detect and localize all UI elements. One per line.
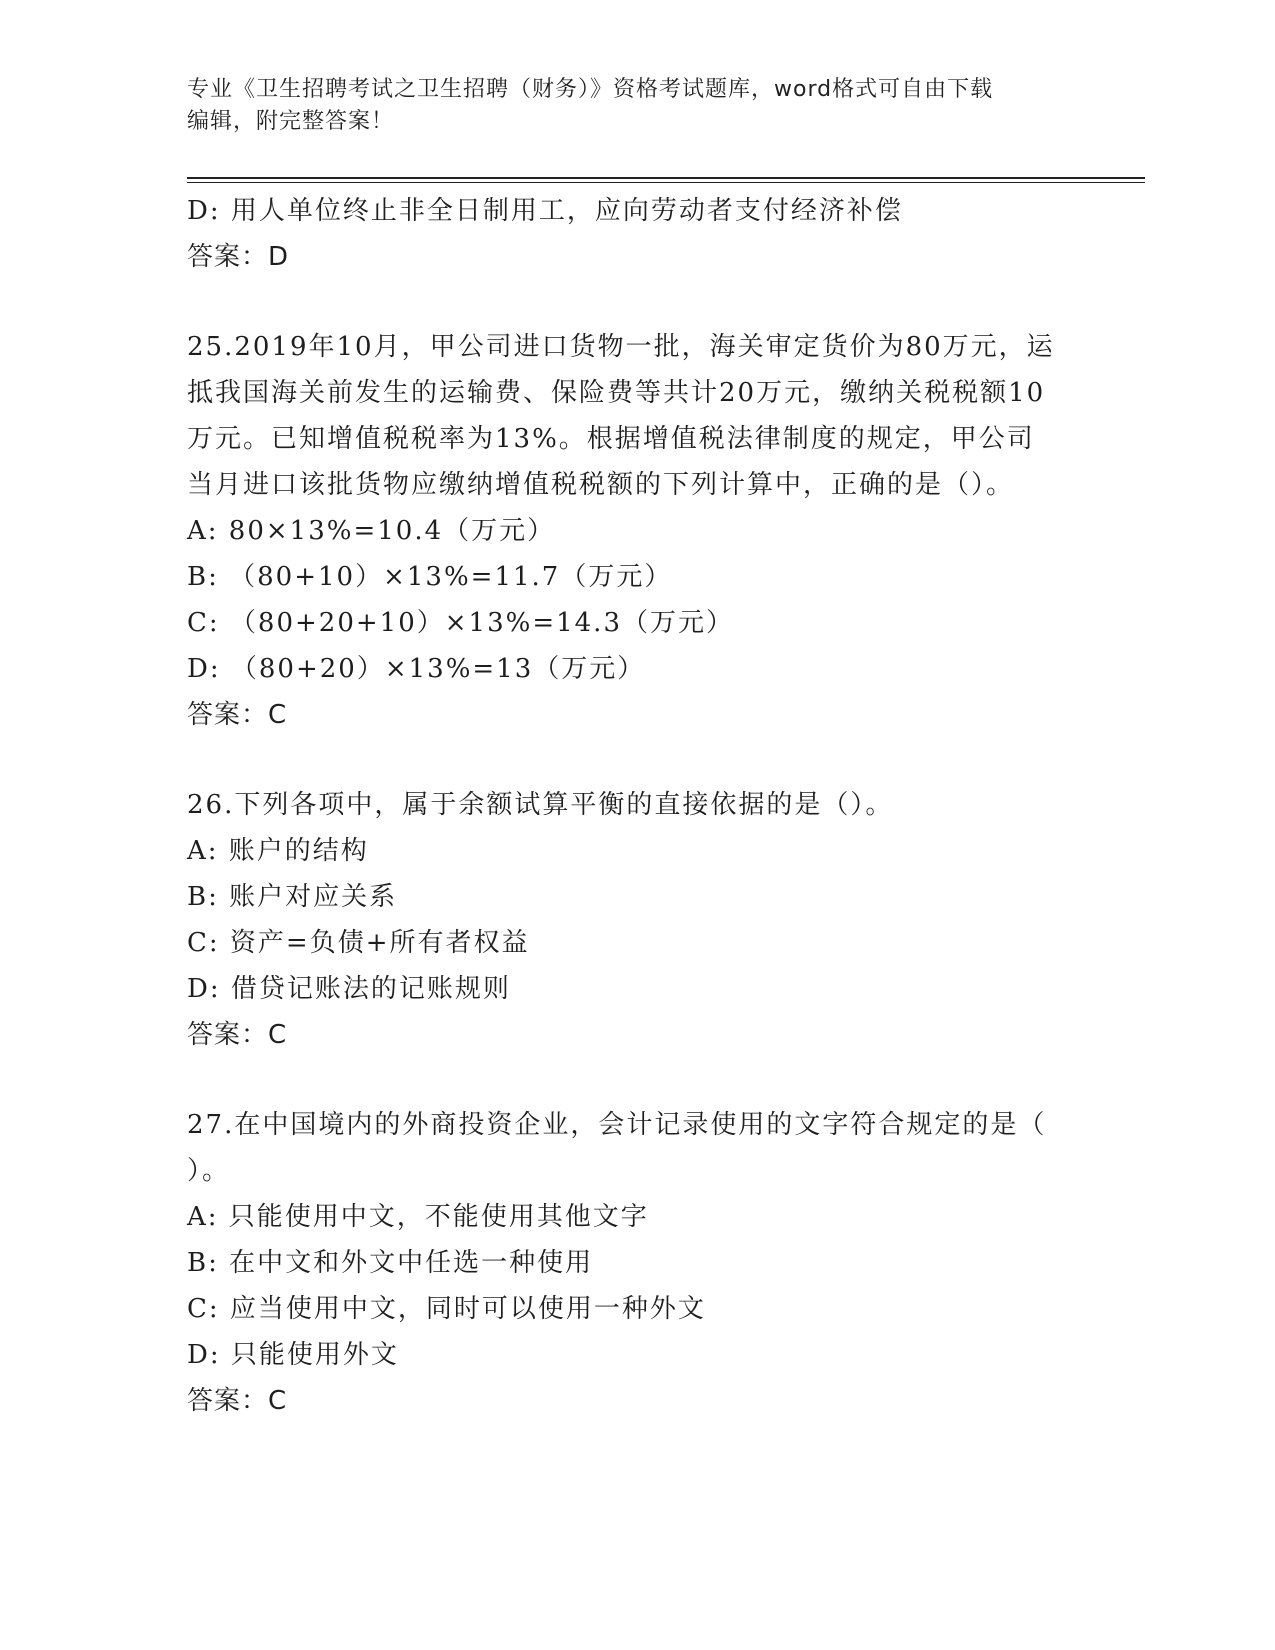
header-line-2: 编辑，附完整答案！ (187, 109, 395, 134)
option-b: B: 账户对应关系 (187, 882, 398, 912)
header-divider-thick (187, 177, 1145, 179)
option-d: D: 借贷记账法的记账规则 (187, 974, 511, 1004)
option-c: C: （80+20+10）×13%=14.3（万元） (187, 608, 734, 638)
answer-line: 答案：D (187, 242, 290, 272)
question-stem-line: 抵我国海关前发生的运输费、保险费等共计20万元，缴纳关税税额10 (187, 378, 1046, 408)
question-24-tail (187, 188, 1087, 280)
option-c: C: 应当使用中文，同时可以使用一种外文 (187, 1294, 706, 1324)
option-d: D: 用人单位终止非全日制用工，应向劳动者支付经济补偿 (187, 196, 903, 226)
header-line-1: 专业《卫生招聘考试之卫生招聘（财务）》资格考试题库，word格式可自由下载 (187, 77, 994, 102)
header-divider-thin (187, 182, 1145, 183)
answer-line: 答案：C (187, 1386, 288, 1416)
option-c: C: 资产=负债+所有者权益 (187, 928, 530, 958)
option-b: B: （80+10）×13%=11.7（万元） (187, 562, 673, 592)
option-a: A: 账户的结构 (187, 836, 369, 866)
question-stem-line: 当月进口该批货物应缴纳增值税税额的下列计算中，正确的是（）。 (187, 470, 1015, 500)
question-stem-line: 27.在中国境内的外商投资企业，会计记录使用的文字符合规定的是（ (187, 1110, 1047, 1140)
spacer (187, 738, 1087, 782)
question-27 (187, 1102, 1087, 1424)
option-b: B: 在中文和外文中任选一种使用 (187, 1248, 594, 1278)
question-25 (187, 324, 1087, 738)
question-stem-line: 26.下列各项中，属于余额试算平衡的直接依据的是（）。 (187, 790, 894, 820)
question-stem-line: 万元。已知增值税税率为13%。根据增值税法律制度的规定，甲公司 (187, 424, 1035, 454)
document-body (187, 188, 1087, 1424)
spacer (187, 280, 1087, 324)
option-a: A: 只能使用中文，不能使用其他文字 (187, 1202, 649, 1232)
answer-line: 答案：C (187, 700, 288, 730)
option-a: A: 80×13%=10.4（万元） (187, 516, 556, 546)
answer-line: 答案：C (187, 1020, 288, 1050)
option-d: D: 只能使用外文 (187, 1340, 399, 1370)
option-d: D: （80+20）×13%=13（万元） (187, 654, 646, 684)
question-26 (187, 782, 1087, 1058)
spacer (187, 1058, 1087, 1102)
document-header (187, 74, 1087, 138)
question-stem-line: 25.2019年10月，甲公司进口货物一批，海关审定货价为80万元，运 (187, 332, 1055, 362)
question-stem-line: ）。 (187, 1156, 231, 1186)
